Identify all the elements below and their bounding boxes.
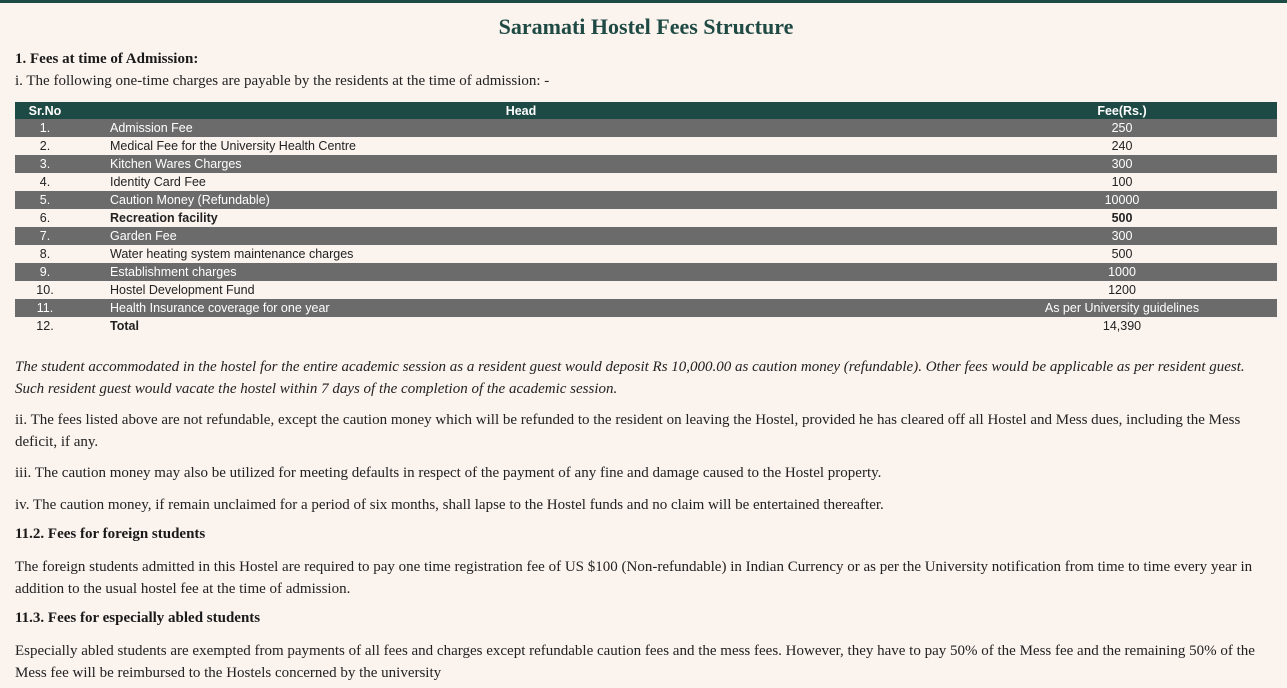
row-fee: 250 bbox=[967, 119, 1277, 137]
row-no: 6. bbox=[15, 209, 75, 227]
row-head: Caution Money (Refundable) bbox=[75, 191, 967, 209]
row-head: Kitchen Wares Charges bbox=[75, 155, 967, 173]
row-no: 1. bbox=[15, 119, 75, 137]
top-accent-bar bbox=[0, 0, 1287, 3]
especially-abled-text: Especially abled students are exempted from payments of all fees and charges except refundable caution fees and the mess fees. However, they have to pay 50% of the Mess fee and the remaining 50% of the Mess fee will be reimbursed to the Hostels concerned by the university bbox=[15, 643, 1255, 681]
fees-table bbox=[15, 102, 1277, 335]
row-no: 4. bbox=[15, 173, 75, 191]
row-no: 3. bbox=[15, 155, 75, 173]
row-head: Recreation facility bbox=[75, 209, 967, 227]
row-head: Water heating system maintenance charges bbox=[75, 245, 967, 263]
table-row bbox=[15, 155, 1277, 173]
row-fee: 14,390 bbox=[967, 317, 1277, 335]
row-fee: 300 bbox=[967, 227, 1277, 245]
table-row bbox=[15, 119, 1277, 137]
row-fee: 300 bbox=[967, 155, 1277, 173]
section-heading-foreign: 11.2. Fees for foreign students bbox=[15, 526, 206, 542]
row-fee: As per University guidelines bbox=[967, 299, 1277, 317]
row-no: 9. bbox=[15, 263, 75, 281]
table-row bbox=[15, 263, 1277, 281]
row-head: Hostel Development Fund bbox=[75, 281, 967, 299]
table-row bbox=[15, 227, 1277, 245]
row-fee: 240 bbox=[967, 137, 1277, 155]
section-heading-especially-abled: 11.3. Fees for especially abled students bbox=[15, 610, 261, 626]
row-head: Medical Fee for the University Health Centre bbox=[75, 137, 967, 155]
row-no: 5. bbox=[15, 191, 75, 209]
header-fee: Fee(Rs.) bbox=[967, 102, 1277, 119]
foreign-students-text: The foreign students admitted in this Hostel are required to pay one time registration fee of US $100 (Non-refundable) in Indian Currency or as per the University notification from time to time every year in addition to the usual hostel fee at the time of admission. bbox=[15, 559, 1253, 597]
table-row bbox=[15, 173, 1277, 191]
row-no: 12. bbox=[15, 317, 75, 335]
table-row-total bbox=[15, 317, 1277, 335]
table-row bbox=[15, 299, 1277, 317]
row-head: Health Insurance coverage for one year bbox=[75, 299, 967, 317]
row-no: 11. bbox=[15, 299, 75, 317]
section-intro: i. The following one-time charges are payable by the residents at the time of admission: - bbox=[15, 73, 550, 89]
row-head: Total bbox=[75, 317, 967, 335]
row-head: Identity Card Fee bbox=[75, 173, 967, 191]
header-head: Head bbox=[75, 102, 967, 119]
row-fee: 1200 bbox=[967, 281, 1277, 299]
row-head: Garden Fee bbox=[75, 227, 967, 245]
header-sr-no: Sr.No bbox=[15, 102, 75, 119]
resident-guest-note: The student accommodated in the hostel for the entire academic session as a resident guest would deposit Rs 10,000.00 as caution money (refundable). Other fees would be applicable as per resident guest. Such resident guest would vacate the hostel within 7 days of the completion of the academic session. bbox=[15, 359, 1245, 397]
table-row bbox=[15, 245, 1277, 263]
table-row bbox=[15, 209, 1277, 227]
row-no: 10. bbox=[15, 281, 75, 299]
table-header-row bbox=[15, 102, 1277, 119]
row-fee: 100 bbox=[967, 173, 1277, 191]
table-row bbox=[15, 281, 1277, 299]
row-no: 2. bbox=[15, 137, 75, 155]
paragraph-ii: ii. The fees listed above are not refundable, except the caution money which will be refunded to the resident on leaving the Hostel, provided he has cleared off all Hostel and Mess dues, including the Mess deficit, if any. bbox=[15, 412, 1241, 450]
row-head: Admission Fee bbox=[75, 119, 967, 137]
paragraph-iii: iii. The caution money may also be utilized for meeting defaults in respect of the payment of any fine and damage caused to the Hostel property. bbox=[15, 465, 882, 481]
row-fee: 500 bbox=[967, 209, 1277, 227]
table-row bbox=[15, 191, 1277, 209]
page-title: Saramati Hostel Fees Structure bbox=[498, 14, 794, 39]
row-no: 8. bbox=[15, 245, 75, 263]
paragraph-iv: iv. The caution money, if remain unclaimed for a period of six months, shall lapse to the Hostel funds and no claim will be entertained thereafter. bbox=[15, 497, 884, 513]
section-heading-admission: 1. Fees at time of Admission: bbox=[15, 51, 199, 67]
row-fee: 10000 bbox=[967, 191, 1277, 209]
table-row bbox=[15, 137, 1277, 155]
row-head: Establishment charges bbox=[75, 263, 967, 281]
row-fee: 1000 bbox=[967, 263, 1277, 281]
row-no: 7. bbox=[15, 227, 75, 245]
row-fee: 500 bbox=[967, 245, 1277, 263]
